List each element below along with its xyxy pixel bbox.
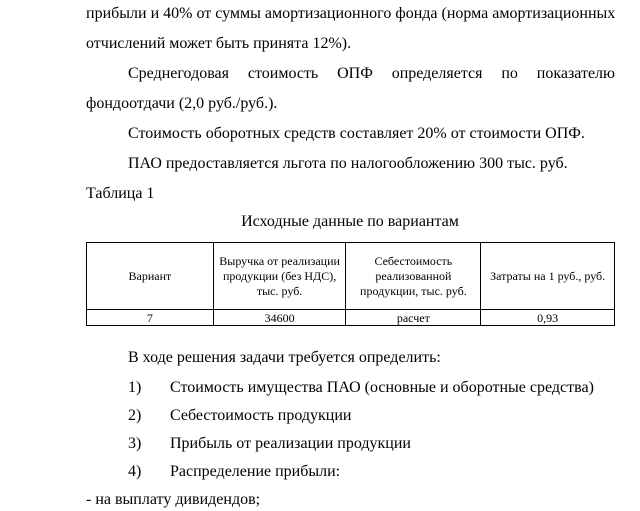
table-caption: Исходные данные по вариантам (241, 213, 459, 230)
list-item-text: Распределение прибыли: (170, 463, 341, 480)
table-header-cell: Вариант (87, 243, 214, 310)
table-row (87, 310, 615, 326)
table-cell: 0,93 (481, 310, 615, 326)
sub-item: - на выплату дивидендов; (86, 491, 261, 508)
list-item-text: Стоимость имущества ПАО (основные и оборотные средства) (170, 379, 594, 396)
paragraph-line: ПАО предоставляется льгота по налогообложению 300 тыс. руб. (128, 155, 568, 172)
table-label: Таблица 1 (86, 185, 155, 202)
paragraph-line: прибыли и 40% от суммы амортизационного фонда (норма амортизационных (86, 5, 616, 22)
table-cell: 34600 (213, 310, 346, 326)
table-header-cell: Выручка от реализации продукции (без НДС), тыс. руб. (213, 243, 346, 310)
paragraph-line: отчислений может быть принята 12%). (86, 35, 352, 52)
table-header-cell: Затраты на 1 руб., руб. (481, 243, 615, 310)
table-header-row (87, 243, 615, 310)
list-item-text: Себестоимость продукции (170, 407, 352, 424)
list-item-text: Прибыль от реализации продукции (170, 435, 411, 452)
list-item-number: 1) (128, 379, 142, 396)
table-header-cell: Себестоимость реализованной продукции, тыс. руб. (346, 243, 481, 310)
paragraph-line: фондоотдачи (2,0 руб./руб.). (86, 95, 278, 112)
task-intro: В ходе решения задачи требуется определить: (128, 349, 441, 366)
list-item-number: 4) (128, 463, 142, 480)
data-table (86, 242, 615, 326)
table-cell: расчет (346, 310, 481, 326)
paragraph-line: Среднегодовая стоимость ОПФ определяется по показателю (128, 65, 615, 82)
table-cell: 7 (87, 310, 214, 326)
paragraph-line: Стоимость оборотных средств составляет 20% от стоимости ОПФ. (128, 125, 585, 142)
list-item-number: 3) (128, 435, 142, 452)
list-item-number: 2) (128, 407, 142, 424)
